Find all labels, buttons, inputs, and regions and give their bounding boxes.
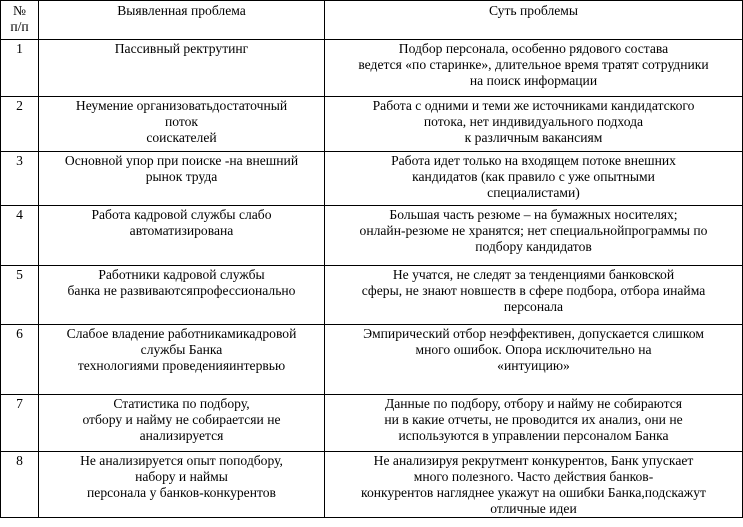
problem-line: Слабое владение работникамикадровой	[66, 326, 297, 341]
row-number: 7	[1, 395, 39, 452]
problem-line: автоматизирована	[129, 223, 234, 238]
table-row	[1, 40, 743, 97]
problem-line: технологиями проведенияинтервью	[77, 358, 286, 373]
essence-line: ведется «по старинке», длительное время тратят сотрудники	[358, 57, 709, 72]
table-row	[1, 97, 743, 152]
essence-line: Работа идет только на входящем потоке внешних	[391, 153, 676, 168]
problem-cell	[39, 40, 325, 97]
header-num-line: №	[13, 3, 26, 18]
header-essence: Суть проблемы	[325, 1, 743, 40]
essence-cell	[325, 206, 743, 266]
essence-line: Работа с одними и теми же источниками кандидатского	[372, 98, 695, 113]
problem-cell	[39, 152, 325, 206]
table-row	[1, 395, 743, 452]
essence-line: сферы, не знают новшеств в сфере подбора, отбора инайма	[361, 283, 706, 298]
problem-line: Работники кадровой службы	[98, 267, 265, 282]
problem-cell	[39, 452, 325, 518]
problem-line: службы Банка	[140, 342, 223, 357]
header-row	[1, 1, 743, 40]
problem-line: рынок труда	[145, 169, 218, 184]
essence-line: Эмпирический отбор неэффективен, допускается слишком	[363, 326, 704, 341]
essence-line: на поиск информации	[469, 73, 598, 88]
problem-cell	[39, 206, 325, 266]
problem-line: банка не развиваютсяпрофессионально	[67, 283, 296, 298]
essence-cell	[325, 452, 743, 518]
essence-line: онлайн-резюме не хранятся; нет специальнойпрограммы по	[359, 223, 708, 238]
essence-line: Не учатся, не следят за тенденциями банковской	[392, 267, 675, 282]
table-row	[1, 452, 743, 518]
essence-cell	[325, 266, 743, 325]
problem-line: анализируется	[139, 428, 224, 443]
problem-line: отбору и найму не собираетсяи не	[82, 412, 281, 427]
problem-line: Основной упор при поиске -на внешний	[64, 153, 299, 168]
table-row	[1, 266, 743, 325]
problem-line: Не анализируется опыт поподбору,	[80, 453, 283, 468]
row-number: 8	[1, 452, 39, 518]
essence-cell	[325, 325, 743, 395]
problem-line: Пассивный ректрутинг	[114, 41, 249, 56]
essence-line: много полезного. Часто действия банков-	[413, 469, 654, 484]
header-num	[1, 1, 39, 40]
essence-line: специалистами)	[487, 185, 580, 200]
essence-line: к различным вакансиям	[464, 130, 603, 145]
row-number: 2	[1, 97, 39, 152]
row-number: 6	[1, 325, 39, 395]
row-number: 5	[1, 266, 39, 325]
table-row	[1, 152, 743, 206]
essence-line: подбору кандидатов	[475, 239, 592, 254]
problem-line: набору и наймы	[135, 469, 228, 484]
essence-line: Большая часть резюме – на бумажных носителях;	[389, 207, 678, 222]
essence-cell	[325, 97, 743, 152]
problem-line: поток	[164, 114, 199, 129]
essence-line: много ошибок. Опора исключительно на	[415, 342, 652, 357]
essence-line: используются в управлении персоналом Банка	[398, 428, 669, 443]
essence-cell	[325, 40, 743, 97]
problem-line: Неумение организоватьдостаточный	[75, 98, 288, 113]
table-row	[1, 325, 743, 395]
essence-line: отличные идеи	[490, 501, 577, 516]
essence-line: Не анализируя рекрутмент конкурентов, Банк упускает	[373, 453, 694, 468]
problem-cell	[39, 97, 325, 152]
problem-line: персонала у банков-конкурентов	[87, 485, 276, 500]
header-problem: Выявленная проблема	[39, 1, 325, 40]
problem-line: соискателей	[146, 130, 217, 145]
problem-line: Статистика по подбору,	[113, 396, 250, 411]
essence-line: персонала	[503, 299, 564, 314]
table-row	[1, 206, 743, 266]
row-number: 1	[1, 40, 39, 97]
problem-cell	[39, 266, 325, 325]
problem-cell	[39, 325, 325, 395]
essence-line: ни в какие отчеты, не проводится их анализ, они не	[384, 412, 683, 427]
header-num-line: п/п	[10, 19, 29, 34]
essence-line: «интуицию»	[497, 358, 570, 373]
essence-line: кандидатов (как правило с уже опытными	[412, 169, 655, 184]
essence-line: Данные по подбору, отбору и найму не собираются	[384, 396, 683, 411]
problem-line: Работа кадровой службы слабо	[91, 207, 272, 222]
essence-line: Подбор персонала, особенно рядового состава	[398, 41, 669, 56]
row-number: 4	[1, 206, 39, 266]
essence-line: конкурентов нагляднее укажут на ошибки Банка,подскажут	[361, 485, 706, 500]
essence-cell	[325, 395, 743, 452]
essence-cell	[325, 152, 743, 206]
essence-line: потока, нет индивидуального подхода	[423, 114, 644, 129]
problem-cell	[39, 395, 325, 452]
row-number: 3	[1, 152, 39, 206]
